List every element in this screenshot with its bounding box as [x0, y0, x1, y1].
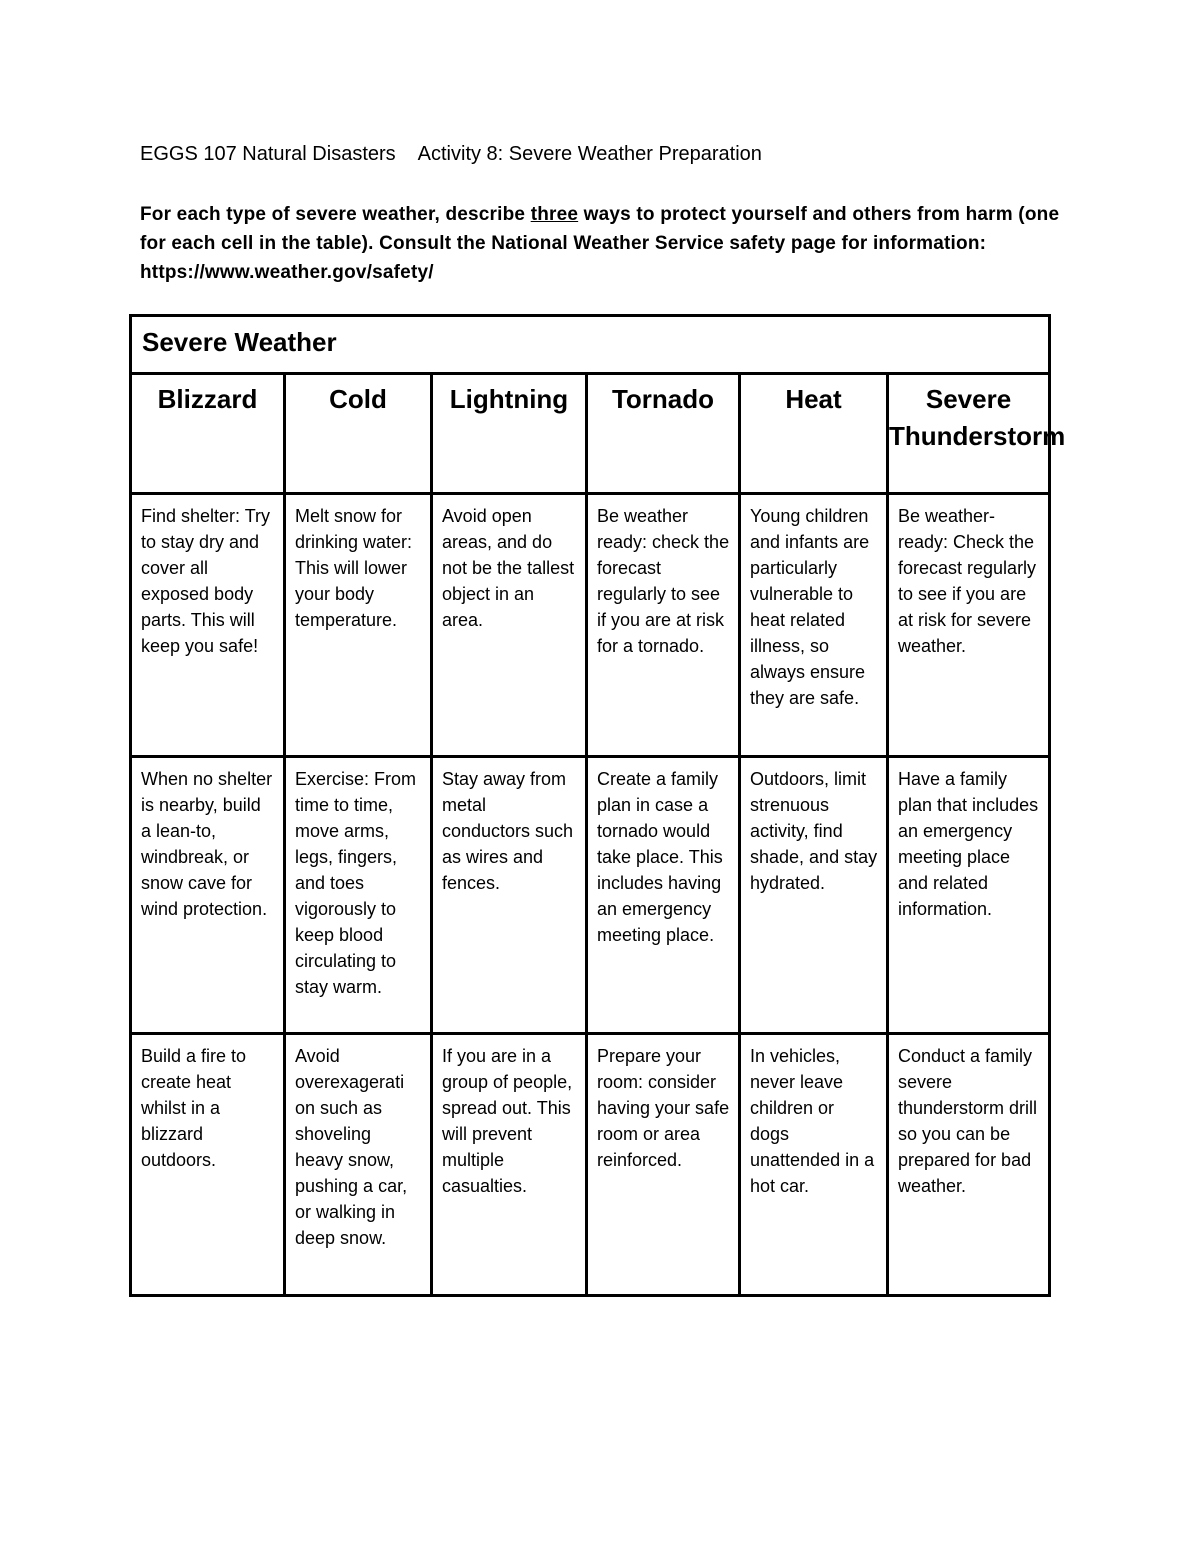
course-title: EGGS 107 Natural Disasters: [140, 143, 396, 165]
activity-title: Activity 8: Severe Weather Preparation: [417, 143, 762, 165]
column-header-heat: Heat: [740, 374, 888, 494]
table-row: [131, 494, 1050, 757]
table-cell: Outdoors, limit strenuous activity, find shade, and stay hydrated.: [740, 757, 888, 1034]
table-cell: Melt snow for drinking water: This will lower your body temperature.: [285, 494, 432, 757]
instructions-part-2: ways to protect yourself and others from harm (one for each cell in the table). Consult the National Weather Service safety page for information: https://www.weather.gov/safety/: [140, 204, 1060, 283]
table-cell: Conduct a family severe thunderstorm drill so you can be prepared for bad weather.: [888, 1034, 1050, 1296]
column-header-blizzard: Blizzard: [131, 374, 285, 494]
column-header-lightning: Lightning: [432, 374, 587, 494]
table-header-row: [131, 374, 1050, 494]
table-cell: Exercise: From time to time, move arms, legs, fingers, and toes vigorously to keep blood circulating to stay warm.: [285, 757, 432, 1034]
table-cell: Prepare your room: consider having your safe room or area reinforced.: [587, 1034, 740, 1296]
table-title: Severe Weather: [131, 316, 1050, 374]
table-title-row: [131, 316, 1050, 374]
table-cell: Build a fire to create heat whilst in a blizzard outdoors.: [131, 1034, 285, 1296]
table-cell: Be weather-ready: Check the forecast regularly to see if you are at risk for severe weather.: [888, 494, 1050, 757]
table-cell: Avoid open areas, and do not be the tallest object in an area.: [432, 494, 587, 757]
column-header-cold: Cold: [285, 374, 432, 494]
table-row: [131, 757, 1050, 1034]
table-cell: Young children and infants are particularly vulnerable to heat related illness, so always ensure they are safe.: [740, 494, 888, 757]
column-header-tornado: Tornado: [587, 374, 740, 494]
table-cell: Be weather ready: check the forecast regularly to see if you are at risk for a tornado.: [587, 494, 740, 757]
table-cell: Create a family plan in case a tornado would take place. This includes having an emergency meeting place.: [587, 757, 740, 1034]
table-cell: Find shelter: Try to stay dry and cover all exposed body parts. This will keep you safe!: [131, 494, 285, 757]
table-cell: When no shelter is nearby, build a lean-to, windbreak, or snow cave for wind protection.: [131, 757, 285, 1034]
table-cell: Have a family plan that includes an emergency meeting place and related information.: [888, 757, 1050, 1034]
document-header: [140, 141, 762, 167]
instructions-emphasis: three: [530, 204, 579, 225]
column-header-severe-thunderstorm: Severe Thunderstorm: [888, 374, 1050, 494]
table-cell: If you are in a group of people, spread out. This will prevent multiple casualties.: [432, 1034, 587, 1296]
table-cell: Avoid overexagerati on such as shoveling heavy snow, pushing a car, or walking in deep snow.: [285, 1034, 432, 1296]
table-cell: In vehicles, never leave children or dogs unattended in a hot car.: [740, 1034, 888, 1296]
table-row: [131, 1034, 1050, 1296]
instructions-text: [140, 200, 1080, 287]
table-cell: Stay away from metal conductors such as wires and fences.: [432, 757, 587, 1034]
severe-weather-table: [129, 314, 1066, 1297]
instructions-part-1: For each type of severe weather, describe: [140, 204, 531, 225]
